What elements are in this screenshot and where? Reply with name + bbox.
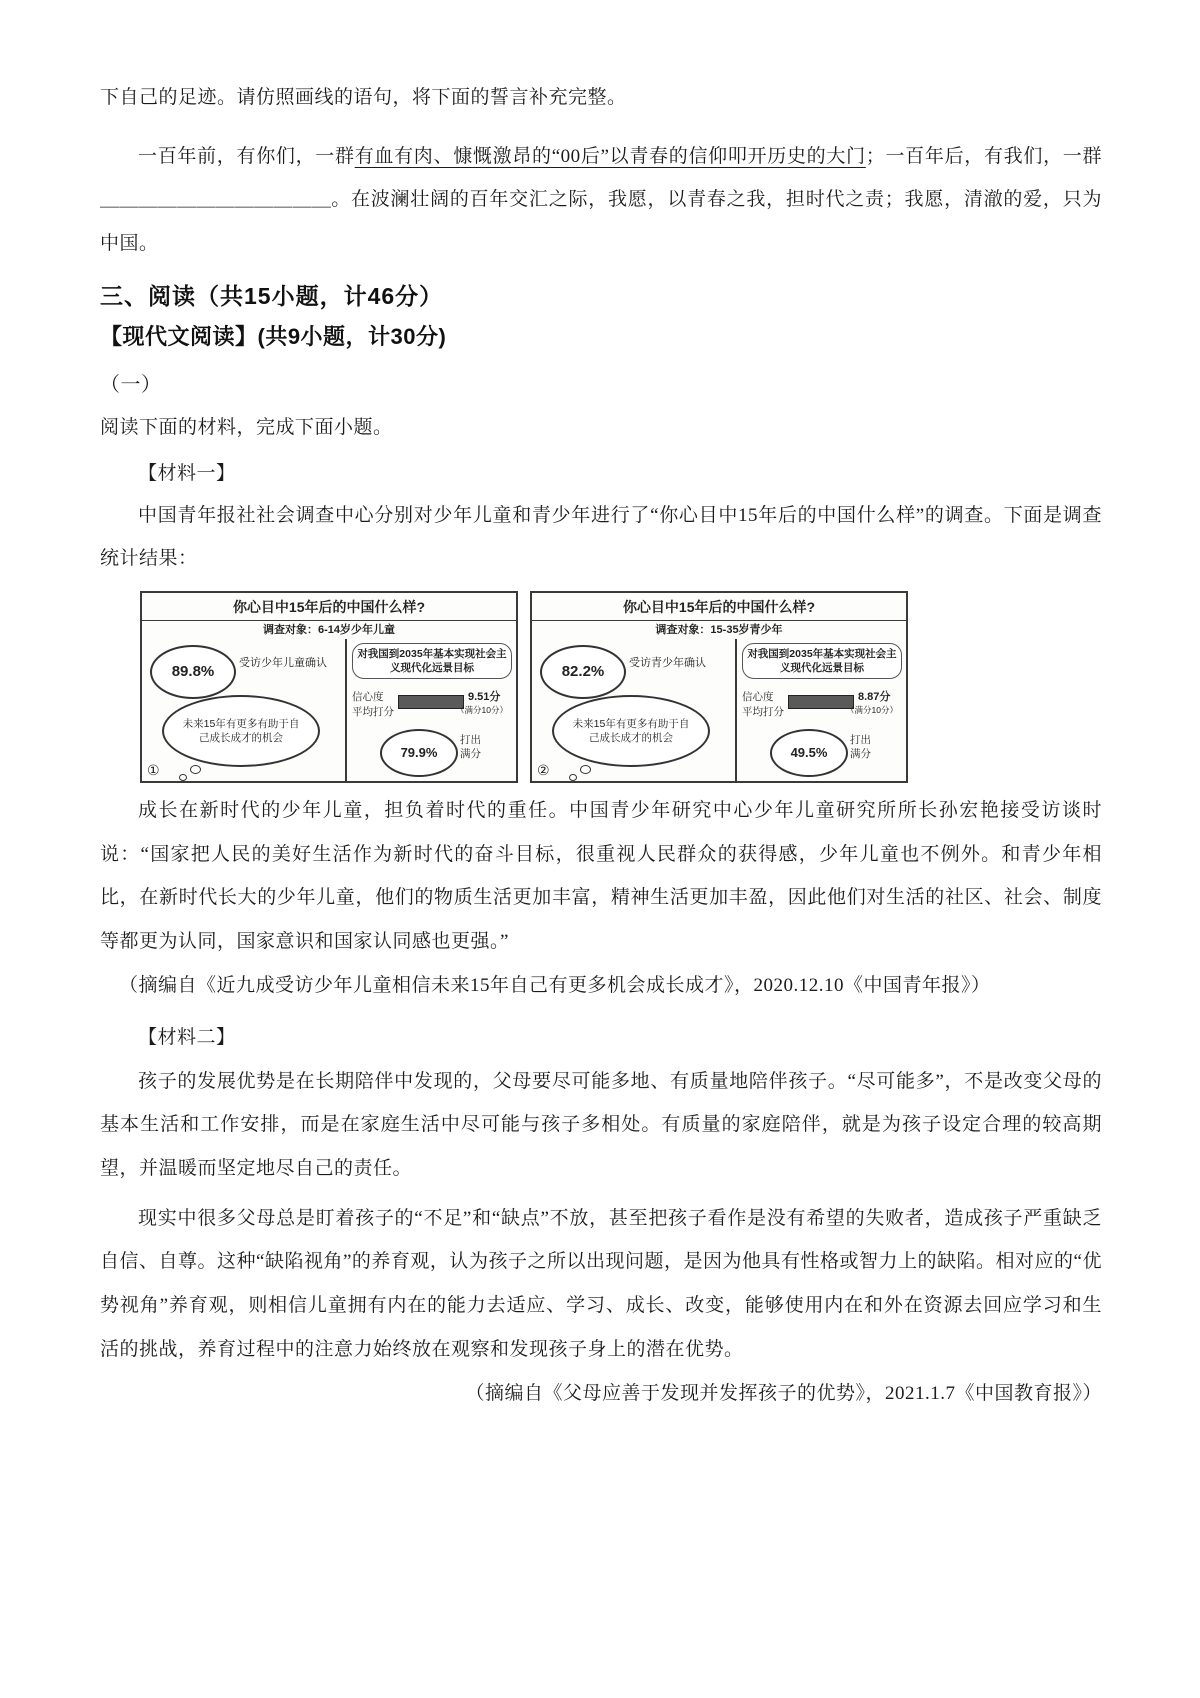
- panel-subject: 调查对象：6-14岁少年儿童: [262, 623, 395, 636]
- main-percent-label: 受访青少年确认: [629, 656, 706, 669]
- subsection-heading: 【现代文阅读】(共9小题，计30分): [100, 323, 447, 349]
- material2-citation: （摘编自《父母应善于发现并发挥孩子的优势》，2021.1.7《中国教育报》）: [465, 1382, 1102, 1404]
- full-score-label: [850, 733, 871, 761]
- survey-panel-youth: [530, 591, 908, 783]
- intro-line: 下自己的足迹。请仿照画线的语句，将下面的誓言补充完整。: [100, 87, 627, 108]
- goal-text: 对我国到2035年基本实现社会主义现代化远景目标: [742, 643, 902, 679]
- score-value: 8.87分: [858, 690, 891, 703]
- panel-index: ①: [147, 761, 160, 778]
- panel-divider-line: [735, 639, 737, 781]
- reading-instruction: 阅读下面的材料，完成下面小题。: [100, 416, 393, 438]
- panel-title: 你心目中15年后的中国什么样?: [142, 593, 516, 621]
- part-label: （一）: [100, 373, 162, 396]
- page-content: [100, 86, 1102, 1415]
- full-score-percent: 49.5%: [790, 745, 828, 761]
- confidence-label: [742, 690, 784, 719]
- panel-divider-line: [345, 639, 347, 781]
- full-score-label-line1: 打出: [850, 733, 871, 746]
- panel-subject: 调查对象：15-35岁青少年: [655, 623, 783, 636]
- thought-bubble: 未来15年有更多有助于自己成长成才的机会: [552, 695, 710, 767]
- score-bar: [398, 695, 464, 709]
- pledge-blank-line: ＿＿＿＿＿＿＿＿＿＿＿＿: [100, 189, 332, 211]
- material1-body: 成长在新时代的少年儿童，担负着时代的重任。中国青少年研究中心少年儿童研究所所长孙宏艳接受访谈时说：“国家把人民的美好生活作为新时代的奋斗目标，很重视人民群众的获得感，少年儿童也不例外。和青少年相比，在新时代长大的少年儿童，他们的物质生活更加丰富，精神生活更加丰盈，因此他们对生活的社区、社会、制度等都更为认同，国家意识和国家认同感也更强。”: [100, 799, 1102, 952]
- bubble-tail-dot: [569, 774, 577, 781]
- confidence-label-line1: 信心度: [742, 690, 774, 703]
- score-value: 9.51分: [468, 690, 501, 703]
- material2-para1: 孩子的发展优势是在长期陪伴中发现的，父母要尽可能多地、有质量地陪伴孩子。“尽可能多”，不是改变父母的基本生活和工作安排，而是在家庭生活中尽可能与孩子多相处。有质量的家庭陪伴，就是为孩子设定合理的较高期望，并温暖而坚定地尽自己的责任。: [100, 1070, 1102, 1180]
- confidence-label-line2: 平均打分: [352, 705, 394, 718]
- material1-citation: （摘编自《近九成受访少年儿童相信未来15年自己有更多机会成长成才》，2020.12.10《中国青年报》）: [119, 974, 991, 996]
- goal-text: 对我国到2035年基本实现社会主义现代化远景目标: [352, 643, 512, 679]
- survey-figure: [140, 591, 1102, 783]
- pledge-seg3: 。在波澜壮阔的百年交汇之际，我愿，以青春之我，担时代之责；我愿，清澈的爱，只为中国。: [100, 189, 1102, 255]
- full-score-ellipse: [380, 729, 458, 777]
- pledge-seg2: ；一百年后，有我们，一群: [865, 145, 1102, 167]
- score-max-note: （满分10分）: [846, 704, 898, 715]
- thought-bubble: 未来15年有更多有助于自己成长成才的机会: [162, 695, 320, 767]
- main-percent-ellipse: [150, 645, 236, 699]
- full-score-label: [460, 733, 481, 761]
- main-percent-value: 89.8%: [171, 663, 215, 681]
- survey-panel-children: [140, 591, 518, 783]
- panel-index: ②: [537, 761, 550, 778]
- full-score-label-line2: 满分: [460, 748, 481, 761]
- pledge-seg1: 一百年前，有你们，一群: [138, 145, 355, 167]
- full-score-percent: 79.9%: [400, 745, 438, 761]
- confidence-label-line1: 信心度: [352, 690, 384, 703]
- material1-intro: 中国青年报社社会调查中心分别对少年儿童和青少年进行了“你心目中15年后的中国什么样”的调查。下面是调查统计结果：: [100, 504, 1102, 570]
- pledge-paragraph: [100, 135, 1102, 266]
- confidence-label: [352, 690, 394, 719]
- pledge-underlined-text: 有血有肉、慷慨激昂的“00后”以青春的信仰叩开历史的大门: [354, 145, 866, 167]
- main-percent-ellipse: [540, 645, 626, 699]
- full-score-ellipse: [770, 729, 848, 777]
- bubble-tail-dot: [190, 765, 201, 774]
- material1-label: 【材料一】: [138, 463, 236, 485]
- bubble-tail-dot: [580, 765, 591, 774]
- score-bar: [788, 695, 854, 709]
- confidence-label-line2: 平均打分: [742, 705, 784, 718]
- full-score-label-line1: 打出: [460, 733, 481, 746]
- section-heading: 三、阅读（共15小题，计46分）: [100, 282, 444, 309]
- material2-label: 【材料二】: [138, 1027, 236, 1049]
- main-percent-label: 受访少年儿童确认: [239, 656, 327, 669]
- full-score-label-line2: 满分: [850, 748, 871, 761]
- panel-title: 你心目中15年后的中国什么样?: [532, 593, 906, 621]
- score-max-note: （满分10分）: [456, 704, 508, 715]
- material2-para2: 现实中很多父母总是盯着孩子的“不足”和“缺点”不放，甚至把孩子看作是没有希望的失败者，造成孩子严重缺乏自信、自尊。这种“缺陷视角”的养育观，认为孩子之所以出现问题，是因为他具有性格或智力上的缺陷。相对应的“优势视角”养育观，则相信儿童拥有内在的能力去适应、学习、成长、改变，能够使用内在和外在资源去回应学习和生活的挑战，养育过程中的注意力始终放在观察和发现孩子身上的潜在优势。: [100, 1207, 1102, 1360]
- main-percent-value: 82.2%: [561, 663, 605, 681]
- bubble-tail-dot: [179, 774, 187, 781]
